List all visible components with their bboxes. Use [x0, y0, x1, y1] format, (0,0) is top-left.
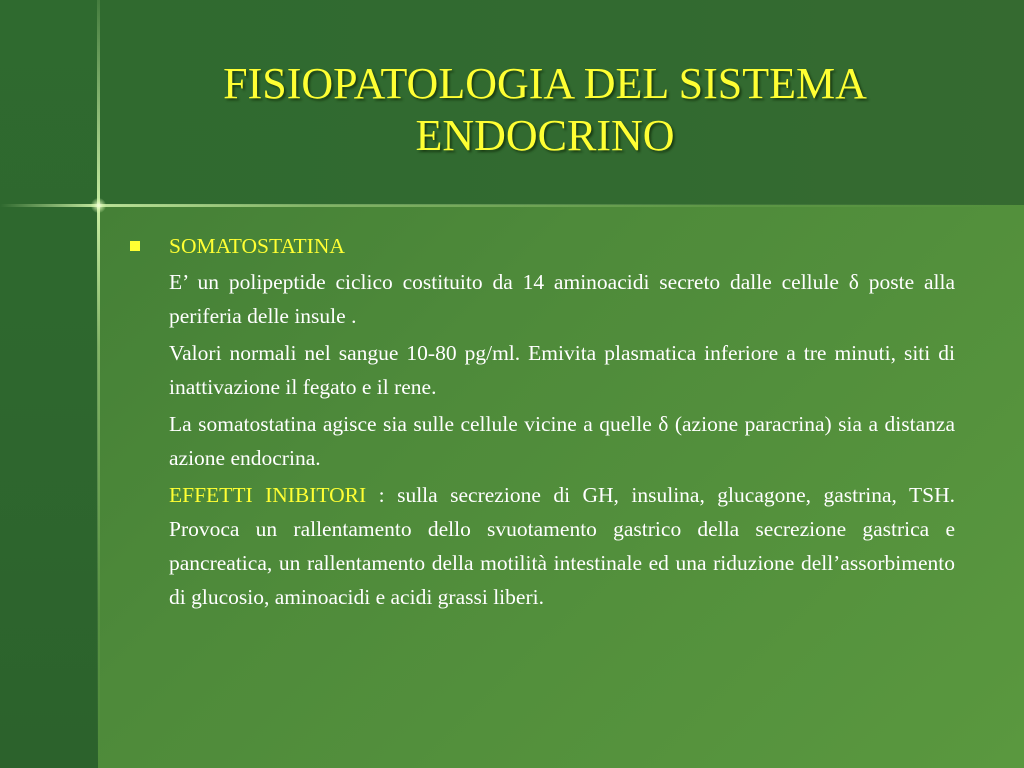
paragraph-definition: E’ un polipeptide ciclico costituito da 14 aminoacidi secreto dalle cellule δ poste alla periferia delle insule . [169, 270, 955, 328]
left-strip [0, 0, 98, 768]
paragraph-values: Valori normali nel sangue 10-80 pg/ml. Emivita plasmatica inferiore a tre minuti, siti di inattivazione il fegato e il rene. [169, 341, 955, 399]
slide-body [130, 229, 955, 614]
effects-label: EFFETTI INIBITORI [169, 483, 367, 507]
square-bullet-icon [130, 241, 140, 251]
paragraph-effects [130, 478, 955, 614]
bullet-heading: SOMATOSTATINA [169, 234, 345, 258]
effects-text: : sulla secrezione di GH, insulina, glucagone, gastrina, TSH. Provoca un rallentamento dello svuotamento gastrico della secrezione gastrica e pancreatica, un rallentamento della motilità intestinale ed una riduzione dell’assorbimento di glucosio, aminoacidi e acidi grassi liberi. [169, 483, 955, 609]
bullet-item [130, 229, 955, 263]
horizontal-divider [0, 204, 1024, 207]
title-line-1: FISIOPATOLOGIA DEL SISTEMA [223, 59, 867, 108]
sparkle-decoration [91, 198, 106, 213]
title-line-2: ENDOCRINO [415, 111, 675, 160]
slide-title [100, 58, 990, 162]
paragraph-action: La somatostatina agisce sia sulle cellule vicine a quelle δ (azione paracrina) sia a distanza azione endocrina. [169, 412, 955, 470]
